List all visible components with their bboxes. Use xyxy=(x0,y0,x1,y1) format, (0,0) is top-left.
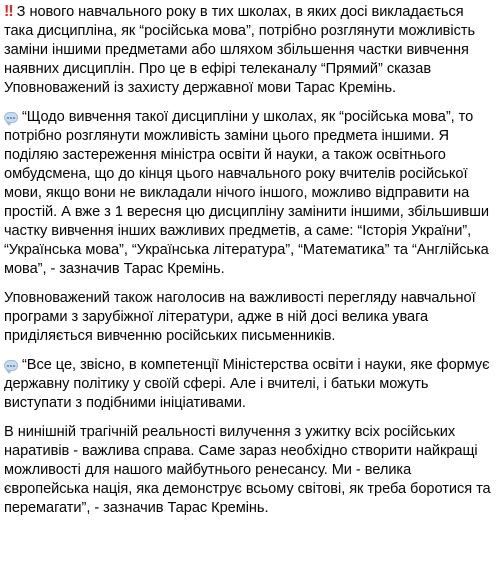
paragraph-text: Уповноважений також наголосив на важливості перегляду навчальної програми з зарубіжної літератури, адже в ній досі велика увага приділяється вивченню російських письменників. xyxy=(4,290,476,344)
paragraph-text: “Щодо вивчення такої дисципліни у школах, як “російська мова”, то потрібно розглянути можливість заміни цього предмета іншими. Я поділяю застереження міністра освіти й науки, а також освітнього омбудсмена, що до кінця цього навчального року вчителів російської мови, якщо вони не викладали нічого іншого, можливо відправити на простій. А вже з 1 вересня цю дисципліну замінити іншими, збільшивши частку вивчення інших важливих предметів, а саме: “Історія України”, “Українська мова”, “Українська література”, “Математика” та “Англійська мова”, - зазначив Тарас Кремінь. xyxy=(4,109,489,277)
paragraph-3 xyxy=(4,289,492,346)
paragraph-1 xyxy=(4,2,492,98)
paragraph-text: З нового навчального року в тих школах, в яких досі викладається така дисципліна, як “російська мова”, потрібно розглянути можливість заміни іншими предметами або шляхом збільшення частки вивчення наявних дисциплін. Про це в ефірі телеканалу “Прямий” сказав Уповноважений із захисту державної мови Тарас Кремінь. xyxy=(4,4,476,96)
paragraph-5 xyxy=(4,423,492,518)
paragraph-text: “Все це, звісно, в компетенції Міністерства освіти і науки, яке формує державну політику у своїй сфері. Але і вчителі, і батьки можуть виступати з подібними ініціативами. xyxy=(4,357,490,411)
paragraph-text: В нинішній трагічній реальності вилучення з ужитку всіх російських наративів - важлива справа. Саме зараз необхідно створити найкращі можливості для нашого майбутнього ренесансу. Ми - велика європейська нація, яка демонструє всьому світові, як треба боротися та перемагати”, - зазначив Тарас Кремінь. xyxy=(4,424,491,516)
paragraph-2 xyxy=(4,108,492,279)
speech-bubble-icon xyxy=(4,360,18,371)
paragraph-4 xyxy=(4,356,492,413)
double-exclamation-icon: ‼ xyxy=(4,3,13,20)
speech-bubble-icon xyxy=(4,112,18,123)
